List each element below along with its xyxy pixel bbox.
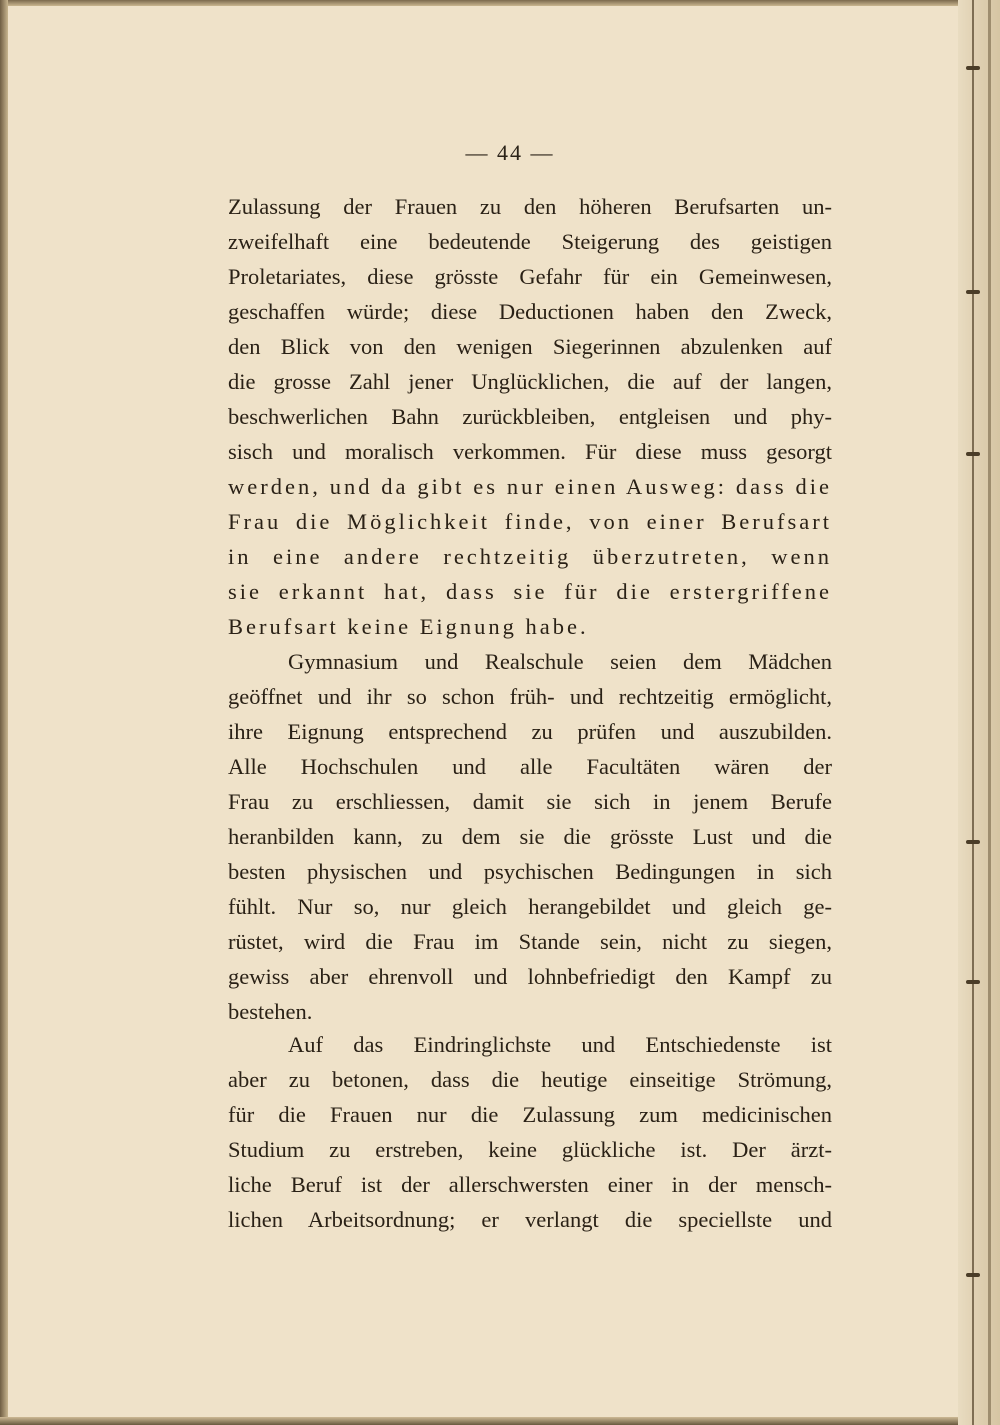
text-line: rüstet, wird die Frau im Stande sein, nicht zu siegen, [228, 929, 832, 954]
text-line: Gymnasium und Realschule seien dem Mädchen [288, 649, 832, 674]
page-left-edge [0, 0, 8, 1425]
text-line: gewiss aber ehrenvoll und lohnbefriedigt den Kampf zu [228, 964, 832, 989]
text-line: sisch und moralisch verkommen. Für diese muss gesorgt [228, 439, 832, 464]
text-line: Zulassung der Frauen zu den höheren Berufsarten un- [228, 194, 832, 219]
page-number: — 44 — [465, 140, 555, 165]
text-line: heranbilden kann, zu dem sie die grösste Lust und die [228, 824, 832, 849]
binding-line-outer [988, 0, 991, 1425]
binding-stitch [966, 1273, 980, 1277]
text-line: Frau die Möglichkeit finde, von einer Berufsart [228, 509, 832, 534]
text-line: liche Beruf ist der allerschwersten einer in der mensch- [228, 1172, 832, 1197]
binding-line [972, 0, 974, 1425]
binding-stitch [966, 980, 980, 984]
text-line: lichen Arbeitsordnung; er verlangt die speciellste und [228, 1207, 832, 1232]
text-line: Proletariates, diese grösste Gefahr für ein Gemeinwesen, [228, 264, 832, 289]
text-line: beschwerlichen Bahn zurückbleiben, entgleisen und phy- [228, 404, 832, 429]
binding-gutter [958, 0, 1000, 1425]
text-line: den Blick von den wenigen Siegerinnen abzulenken auf [228, 334, 832, 359]
text-line: Alle Hochschulen und alle Facultäten wären der [228, 754, 832, 779]
binding-stitch [966, 290, 980, 294]
page-bottom-edge [0, 1417, 1000, 1425]
text-line: Studium zu erstreben, keine glückliche ist. Der ärzt- [228, 1137, 832, 1162]
text-line: für die Frauen nur die Zulassung zum medicinischen [228, 1102, 832, 1127]
text-line: sie erkannt hat, dass sie für die erstergriffene [228, 579, 832, 604]
text-line: aber zu betonen, dass die heutige einseitige Strömung, [228, 1067, 832, 1092]
text-line: fühlt. Nur so, nur gleich herangebildet und gleich ge- [228, 894, 832, 919]
text-line: werden, und da gibt es nur einen Ausweg: dass die [228, 474, 832, 499]
text-line: besten physischen und psychischen Bedingungen in sich [228, 859, 832, 884]
text-line: geöffnet und ihr so schon früh- und rechtzeitig ermöglicht, [228, 684, 832, 709]
text-line: ihre Eignung entsprechend zu prüfen und auszubilden. [228, 719, 832, 744]
text-line: die grosse Zahl jener Unglücklichen, die auf der langen, [228, 369, 832, 394]
text-line: Berufsart keine Eignung habe. [228, 614, 589, 639]
text-line: Auf das Eindringlichste und Entschiedenste ist [288, 1032, 832, 1057]
text-line: geschaffen würde; diese Deductionen haben den Zweck, [228, 299, 832, 324]
binding-stitch [966, 452, 980, 456]
binding-stitch [966, 840, 980, 844]
text-line: Frau zu erschliessen, damit sie sich in jenem Berufe [228, 789, 832, 814]
text-line: in eine andere rechtzeitig überzutreten, wenn [228, 544, 832, 569]
binding-stitch [966, 66, 980, 70]
page-top-edge [0, 0, 1000, 6]
text-line: zweifelhaft eine bedeutende Steigerung des geistigen [228, 229, 832, 254]
text-line: bestehen. [228, 999, 313, 1024]
